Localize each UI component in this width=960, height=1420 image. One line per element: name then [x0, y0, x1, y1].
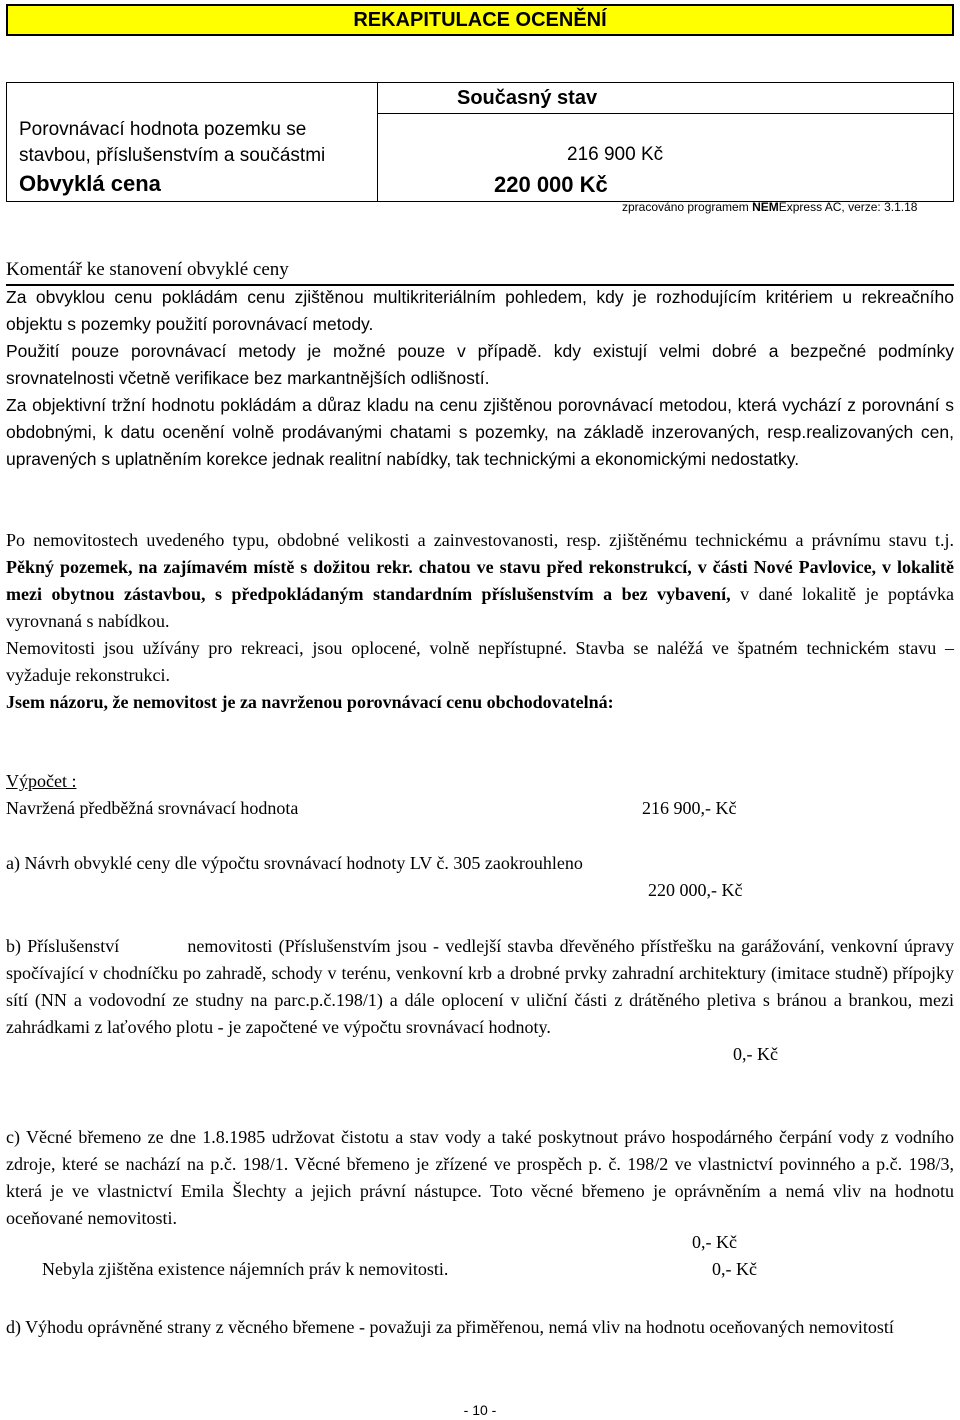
calc-b-text: b) Příslušenství nemovitosti (Příslušenstvím jsou - vedlejší stavba dřevěného přístřešku na garážování, venkovní úpravy spočívající v chodníčku po zahradě, schody v terénu, venkovní krb a drobné prvky zahradní architektury (imitace studně) přípojky sítí (NN a vodovodní ze studny na parc.p.č.198/1) a dále oplocení v uliční části z drátěného pletiva s bránou a brankou, mezi zahrádkami z laťového plotu - je započtené ve výpočtu srovnávací hodnoty. [6, 936, 959, 1037]
calc-c-text: c) Věcné břemeno ze dne 1.8.1985 udržovat čistotu a stav vody a také poskytnout právo hospodárného čerpání vody z vodního zdroje, které se nachází na p.č. 198/1. Věcné břemeno je zřízené ve prospěch p. č. 198/2 ve vlastnictví povinného a p.č. 198/3, která je ve vlastnictví Emila Šlechty a jejich právní nástupce. Toto věcné břemeno je oprávněním a nemá vliv na hodnotu oceňované nemovitosti. [6, 1127, 954, 1228]
comment-section-2 [6, 527, 954, 716]
p4-bold: Pěkný pozemek, na zajímavém místě s dožitou rekr. chatou ve stavu před rekonstrukcí, v části Nové Pavlovice, v lokalitě mezi obytnou zástavbou, s předpokládaným standardním příslušenstvím a bez vybavení, [6, 557, 954, 604]
document-page [6, 4, 959, 1337]
calc-b [6, 933, 959, 1068]
label-usual-price: Obvyklá cena [19, 171, 161, 196]
calc-b-value: 0,- Kč [733, 1044, 778, 1064]
value-comparative: 216 900 Kč [567, 144, 664, 165]
calc-proposed-value: 216 900,- Kč [642, 798, 737, 818]
p4-end: v dané lokalitě je poptávka vyrovnaná s nabídkou. [6, 584, 954, 631]
calc-a-label: a) Návrh obvyklé ceny dle výpočtu srovnávací hodnoty LV č. 305 zaokrouhleno [6, 853, 583, 873]
comment-paragraph-5: Nemovitosti jsou užívány pro rekreaci, jsou oplocené, volně nepřístupné. Stavba se naléžá ve špatném technickém stavu – vyžaduje rekonstrukci. [6, 638, 954, 685]
comment-paragraph-3: Za objektivní tržní hodnotu pokládám a důraz kladu na cenu zjištěnou porovnávací metodou, která vychází z porovnání s obdobnými, k datu ocenění volně prodávanými chatami s pozemky, na základě inzerovaných, resp.realizovaných cen, upravených s uplatněním korekce jednak realitní nabídky, tak technickými a ekonomickými nedostatky. [6, 395, 954, 469]
value-usual-price: 220 000 Kč [494, 172, 608, 197]
calc-a-value: 220 000,- Kč [648, 880, 743, 900]
calc-c [6, 1124, 954, 1232]
table-divider [377, 83, 378, 201]
column-header-current-state: Současný stav [457, 87, 598, 109]
calc-d [6, 1314, 954, 1341]
calc-c-value: 0,- Kč [692, 1232, 737, 1252]
comment-paragraph-1: Za obvyklou cenu pokládám cenu zjištěnou multikriteriálním pohledem, kdy je rozhodujícím kritériem u rekreačního objektu s pozemky použití porovnávací metody. [6, 287, 954, 334]
credit-prefix: zpracováno programem [622, 200, 753, 214]
table-header-line [377, 113, 953, 114]
calc-d-text: d) Výhodu oprávněné strany z věcného břemene - považuji za přiměřenou, nemá vliv na hodnotu oceňovaných nemovitostí [6, 1317, 894, 1337]
comment-paragraph-2: Použití pouze porovnávací metody je možné pouze v případě. kdy existují velmi dobré a bezpečné podmínky srovnatelnosti včetně verifikace bez markantnějších odlišností. [6, 341, 954, 388]
calc-heading: Výpočet : [6, 771, 77, 791]
p4-start: Po nemovitostech uvedeného typu, obdobné velikosti a zainvestovanosti, resp. zjištěnému technickému a právnímu stavu t.j. [6, 530, 954, 550]
label-comparative-value: Porovnávací hodnota pozemku se stavbou, příslušenstvím a součástmi [19, 119, 326, 166]
software-credit [622, 200, 917, 214]
lease-value: 0,- Kč [712, 1259, 757, 1279]
lease-label: Nebyla zjištěna existence nájemních práv k nemovitosti. [42, 1259, 449, 1279]
comment-section [6, 284, 954, 473]
credit-brand-rest: Express AC, verze: 3.1.18 [778, 200, 918, 214]
page-number: - 10 - [463, 1402, 497, 1418]
calc-proposed-label: Navržená předběžná srovnávací hodnota [6, 798, 299, 818]
comment-conclusion: Jsem názoru, že nemovitost je za navrženou porovnávací cenu obchodovatelná: [6, 692, 614, 712]
comment-paragraph-4 [6, 527, 954, 635]
summary-table [6, 82, 954, 202]
comment-heading: Komentář ke stanovení obvyklé ceny [6, 256, 954, 286]
page-title: REKAPITULACE OCENĚNÍ [6, 4, 954, 36]
credit-brand-bold: NEM [752, 200, 779, 214]
